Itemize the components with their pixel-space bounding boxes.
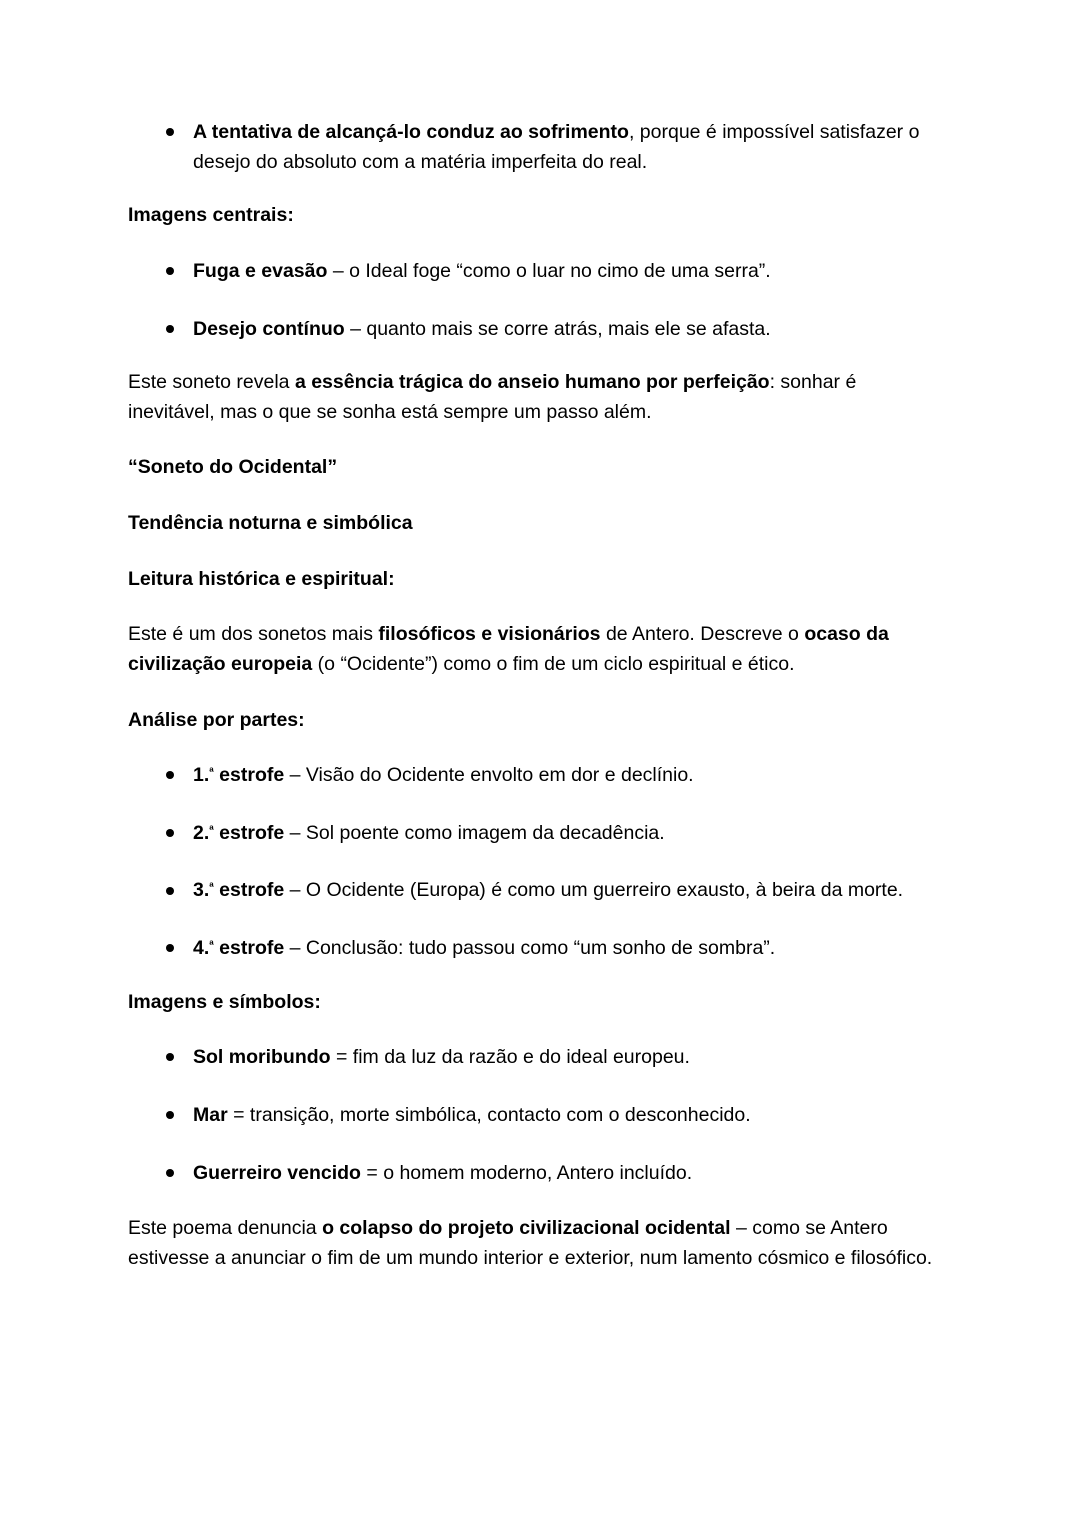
paragraph-text-lead: Este soneto revela — [128, 371, 295, 394]
analise-list — [128, 761, 940, 964]
bullet-point-icon — [166, 944, 174, 952]
bullet-point-icon — [166, 267, 174, 275]
stanza-description: – Sol poente como imagem da decadência. — [284, 821, 665, 844]
list-item — [128, 1159, 940, 1189]
stanza-number: 3. — [193, 879, 210, 902]
simbolos-list — [128, 1043, 940, 1188]
bullet-point-icon — [166, 1169, 174, 1177]
stanza-number: 1. — [193, 764, 210, 787]
ordinal-suffix: ª — [209, 822, 214, 837]
section-heading-leitura: Leitura histórica e espiritual: — [128, 567, 395, 590]
stanza-label: estrofe — [213, 879, 285, 902]
section-heading-tendencia: Tendência noturna e simbólica — [128, 512, 413, 534]
symbol-description: = fim da luz da razão e do ideal europeu. — [330, 1046, 690, 1069]
imagens-centrais-list — [128, 257, 940, 344]
list-item — [128, 315, 940, 345]
stanza-label: estrofe — [213, 937, 285, 959]
bullet-rest-text: , porque é impossível satisfazer o desejo do absoluto com a matéria imperfeita do real. — [193, 121, 920, 173]
section-heading-simbolos: Imagens e símbolos: — [128, 990, 321, 1013]
stanza-label: estrofe — [213, 821, 285, 844]
list-item-term: Desejo contínuo — [193, 317, 345, 340]
paragraph-bold-phrase-2: ocaso da civilização europeia — [128, 623, 889, 675]
list-item — [128, 118, 940, 177]
list-item — [128, 1101, 940, 1131]
symbol-description: = o homem moderno, Antero incluído. — [360, 1161, 693, 1184]
ordinal-suffix: ª — [209, 937, 214, 952]
ordinal-suffix: ª — [209, 880, 214, 895]
list-item — [128, 934, 940, 964]
bullet-point-icon — [166, 829, 174, 837]
symbol-term: Sol moribundo — [193, 1046, 331, 1069]
paragraph-bold-phrase-1: filosóficos e visionários — [378, 623, 601, 646]
list-item — [128, 876, 940, 906]
list-item-term: Fuga e evasão — [193, 259, 328, 282]
stanza-number: 4. — [193, 937, 210, 959]
paragraph-text-part3: (o “Ocidente”) como o fim de um ciclo espiritual e ético. — [312, 652, 795, 675]
stanza-label: estrofe — [213, 764, 285, 787]
paragraph-bold-phrase: a essência trágica do anseio humano por perfeição — [294, 371, 770, 394]
stanza-description: – Visão do Ocidente envolto em dor e declínio. — [284, 764, 694, 787]
symbol-term: Mar — [193, 1103, 228, 1126]
stanza-description: – O Ocidente (Europa) é como um guerreiro exausto, à beira da morte. — [284, 879, 904, 902]
bullet-point-icon — [166, 1053, 174, 1061]
symbol-description: = transição, morte simbólica, contacto com o desconhecido. — [227, 1103, 751, 1126]
paragraph-text-lead: Este poema denuncia — [128, 1217, 323, 1240]
paragraph-text-rest: : sonhar é inevitável, mas o que se sonha está sempre um passo além. — [128, 371, 857, 423]
bullet-point-icon — [166, 771, 174, 779]
stanza-description: – Conclusão: tudo passou como “um sonho de sombra”. — [284, 937, 776, 959]
paragraph-closing — [128, 1214, 940, 1273]
section-heading-imagens-centrais: Imagens centrais: — [128, 204, 294, 227]
paragraph-leitura — [128, 620, 940, 679]
bullet-point-icon — [166, 1111, 174, 1119]
list-item-description: – quanto mais se corre atrás, mais ele se afasta. — [344, 317, 771, 340]
bullet-lead-bold: A tentativa de alcançá-lo conduz ao sofrimento — [193, 121, 629, 143]
bullet-point-icon — [166, 325, 174, 333]
document-body — [128, 118, 940, 1273]
bullet-point-icon — [166, 887, 174, 895]
section-heading-analise: Análise por partes: — [128, 708, 305, 731]
list-item-description: – o Ideal foge “como o luar no cimo de uma serra”. — [327, 259, 771, 282]
bullet-point-icon — [166, 128, 174, 136]
stanza-number: 2. — [193, 821, 210, 844]
paragraph-text-part1: Este é um dos sonetos mais — [128, 623, 379, 646]
list-item — [128, 1043, 940, 1073]
paragraph-text-rest: – como se Antero estivesse a anunciar o fim de um mundo interior e exterior, num lamento cósmico e filosófico. — [128, 1217, 933, 1269]
paragraph-text-part2: de Antero. Descreve o — [600, 623, 805, 646]
intro-bullet-list — [128, 118, 940, 177]
poem-title: “Soneto do Ocidental” — [128, 456, 338, 479]
paragraph-bold-phrase: o colapso do projeto civilizacional ocidental — [322, 1217, 731, 1240]
symbol-term: Guerreiro vencido — [193, 1161, 361, 1184]
list-item — [128, 761, 940, 791]
list-item — [128, 819, 940, 849]
ordinal-suffix: ª — [209, 765, 214, 780]
paragraph-soneto-summary — [128, 368, 940, 427]
list-item — [128, 257, 940, 287]
